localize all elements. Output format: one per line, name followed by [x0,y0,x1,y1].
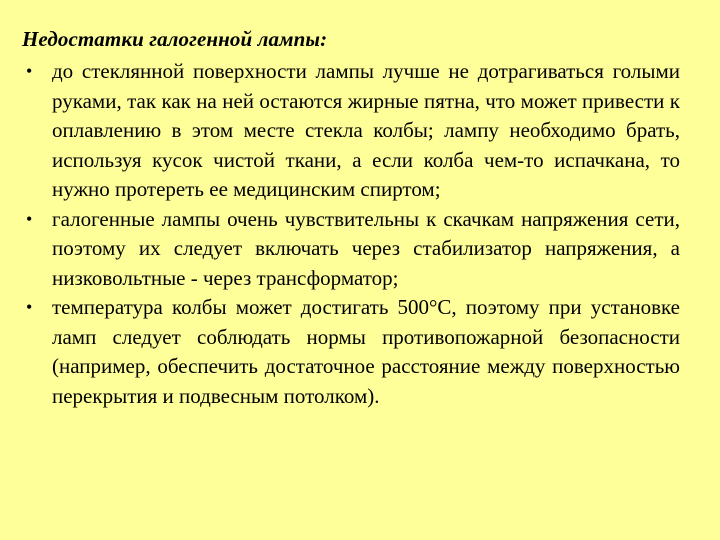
bullet-text: галогенные лампы очень чувствительны к скачкам напряжения сети, поэтому их следует включать через стабилизатор напряжения, а низковольтные - через трансформатор; [52,206,680,290]
bullet-text: до стеклянной поверхности лампы лучше не дотрагиваться голыми руками, так как на ней остаются жирные пятна, что может привести к оплавлению в этом месте стекла колбы; лампу необходимо брать, используя кусок чистой ткани, а если колба чем-то испачкана, то нужно протереть ее медицинским спиртом; [52,59,680,201]
bullet-item [22,205,680,294]
bullet-item [22,293,680,411]
bullet-icon: • [26,297,33,317]
bullet-icon: • [26,61,33,81]
bullet-text: температура колбы может достигать 500°С, поэтому при установке ламп следует соблюдать нормы противопожарной безопасности (например, обеспечить достаточное расстояние между поверхностью перекрытия и подвесным потолком). [52,295,680,408]
bullet-list [22,57,680,411]
bullet-icon: • [26,208,33,229]
slide-title: Недостатки галогенной лампы: [22,27,328,51]
bullet-item [22,57,680,205]
